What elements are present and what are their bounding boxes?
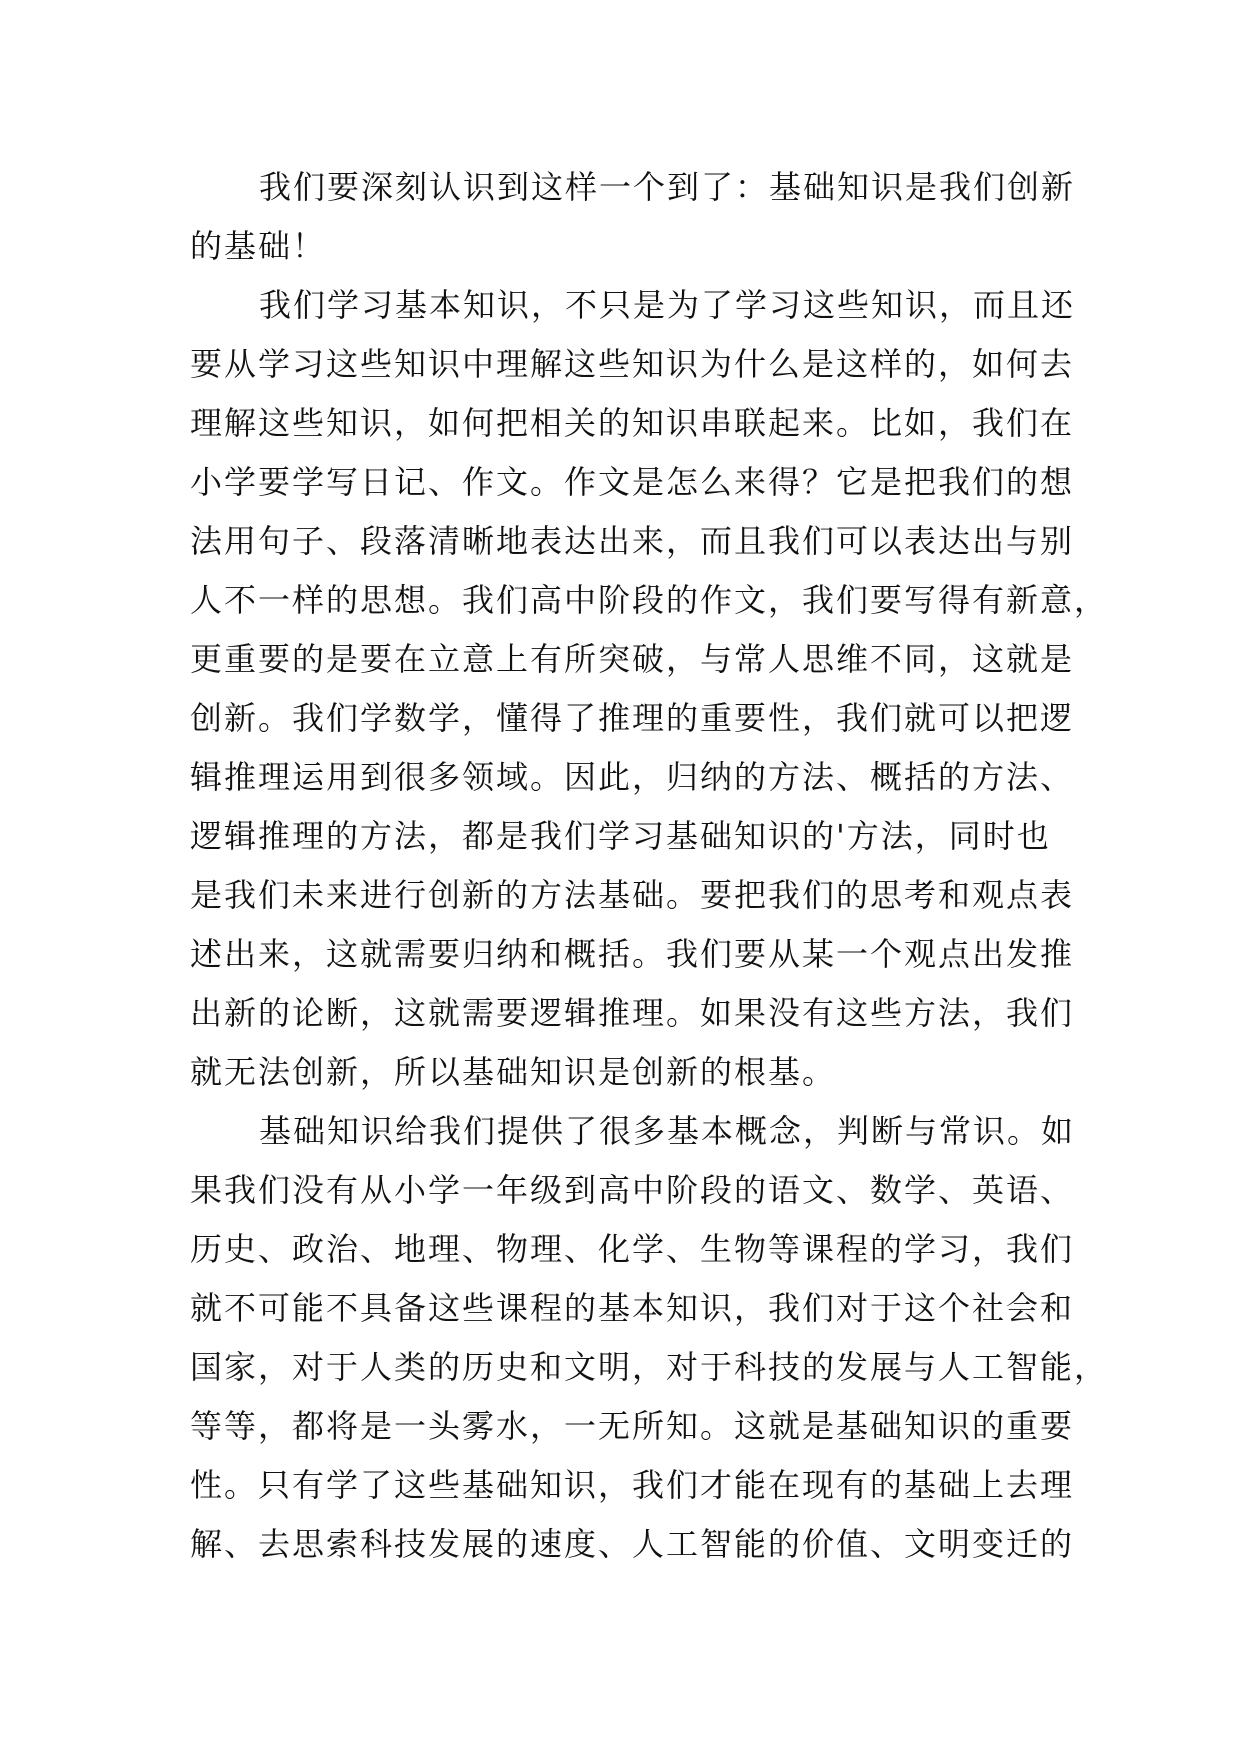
text-line: 性。只有学了这些基础知识，我们才能在现有的基础上去理 (190, 1466, 1075, 1504)
text-line: 解、去思索科技发展的速度、人工智能的价值、文明变迁的 (190, 1525, 1075, 1563)
text-line: 辑推理运用到很多领域。因此，归纳的方法、概括的方法、 (190, 758, 1075, 796)
paragraph-1 (190, 158, 1076, 276)
text-line: 等等，都将是一头雾水，一无所知。这就是基础知识的重要 (190, 1407, 1075, 1445)
text-line: 创新。我们学数学，懂得了推理的重要性，我们就可以把逻 (190, 699, 1075, 737)
text-line: 历史、政治、地理、物理、化学、生物等课程的学习，我们 (190, 1230, 1075, 1268)
text-line: 更重要的是要在立意上有所突破，与常人思维不同，这就是 (190, 640, 1075, 678)
text-line: 就无法创新，所以基础知识是创新的根基。 (190, 1053, 837, 1091)
text-line: 理解这些知识，如何把相关的知识串联起来。比如，我们在 (190, 404, 1075, 442)
text-line: 述出来，这就需要归纳和概括。我们要从某一个观点出发推 (190, 935, 1075, 973)
text-line: 法用句子、段落清晰地表达出来，而且我们可以表达出与别 (190, 522, 1075, 560)
text-line: 我们要深刻认识到这样一个到了：基础知识是我们创新 (259, 168, 1076, 206)
text-line: 小学要学写日记、作文。作文是怎么来得？它是把我们的想 (190, 463, 1075, 501)
text-line: 国家，对于人类的历史和文明，对于科技的发展与人工智能， (190, 1348, 1109, 1386)
text-line: 人不一样的思想。我们高中阶段的作文，我们要写得有新意， (190, 581, 1109, 619)
text-line: 就不可能不具备这些课程的基本知识，我们对于这个社会和 (190, 1289, 1075, 1327)
text-line: 出新的论断，这就需要逻辑推理。如果没有这些方法，我们 (190, 994, 1075, 1032)
text-line: 的基础！ (190, 227, 327, 265)
document-body (190, 158, 1109, 1574)
paragraph-2 (190, 276, 1109, 1102)
text-line: 要从学习这些知识中理解这些知识为什么是这样的，如何去 (190, 345, 1075, 383)
text-line: 基础知识给我们提供了很多基本概念，判断与常识。如 (259, 1112, 1076, 1150)
paragraph-3 (190, 1102, 1109, 1574)
text-line: 是我们未来进行创新的方法基础。要把我们的思考和观点表 (190, 876, 1075, 914)
text-line: 果我们没有从小学一年级到高中阶段的语文、数学、英语、 (190, 1171, 1075, 1209)
text-line: 我们学习基本知识，不只是为了学习这些知识，而且还 (259, 286, 1076, 324)
text-line: 逻辑推理的方法，都是我们学习基础知识的'方法，同时也 (190, 817, 1051, 855)
